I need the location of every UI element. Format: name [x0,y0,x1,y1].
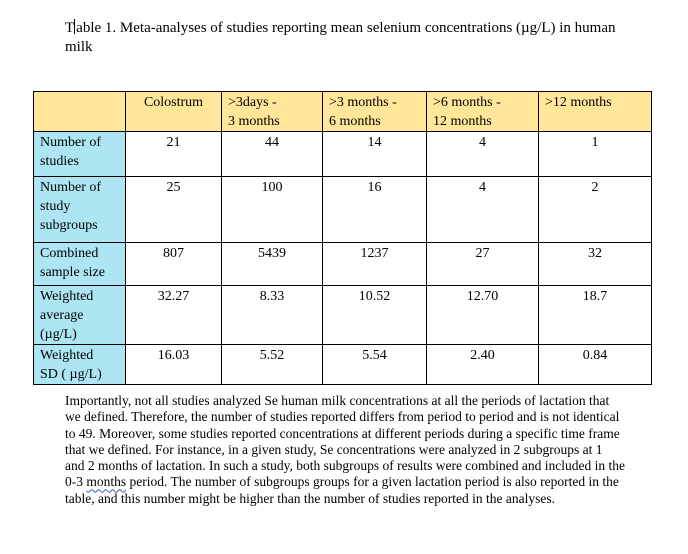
table-row [34,286,652,345]
table-cell: 32.27 [126,286,222,345]
table-cell: 4 [427,132,539,177]
table-cell: 1237 [323,243,427,286]
row-label-line: subgroups [40,218,98,233]
table-cell: 5439 [222,243,323,286]
column-header-line1: >6 months - [433,95,501,110]
table-cell: 32 [539,243,652,286]
row-label-line: Weighted [40,289,94,304]
row-label [34,177,126,243]
row-label-line: Number of [40,180,102,195]
column-header [323,92,427,132]
table-cell: 100 [222,177,323,243]
table-header-row [34,92,652,132]
table-cell: 4 [427,177,539,243]
table-cell: 18.7 [539,286,652,345]
selenium-meta-table [33,91,652,385]
column-header [539,92,652,132]
table-cell: 44 [222,132,323,177]
table-cell: 16 [323,177,427,243]
row-label-line: Number of [40,135,102,150]
row-label-line: sample size [40,265,105,280]
table-cell: 21 [126,132,222,177]
table-caption [65,19,625,57]
table-cell: 12.70 [427,286,539,345]
table-cell: 10.52 [323,286,427,345]
caption-first-char: T [65,20,75,36]
row-label-line: Weighted [40,348,94,363]
caption-text: able 1. Meta-analyses of studies reporting mean selenium concentrations (µg/L) in human milk [65,20,616,55]
table-row [34,132,652,177]
row-label-line: average [40,308,84,323]
column-header-line1: >12 months [545,95,612,110]
column-header-line1: Colostrum [143,95,204,110]
table-cell: 25 [126,177,222,243]
table-cell: 8.33 [222,286,323,345]
table-row [34,177,652,243]
row-label [34,286,126,345]
row-label-line: Combined [40,246,99,261]
column-header-line2: 12 months [433,114,492,129]
table-cell: 0.84 [539,345,652,385]
table-cell: 2 [539,177,652,243]
row-label-line: SD ( µg/L) [40,367,102,382]
table-cell: 27 [427,243,539,286]
column-header-line2: 6 months [329,114,381,129]
table-row [34,345,652,385]
column-header [126,92,222,132]
body-paragraph [65,393,625,507]
paragraph-text: Importantly, not all studies analyzed Se human milk concentrations at all the periods of lactation that we defined. Therefore, the number of studies reported differs from period to period and is not identical to 49. Moreover, some studies reported concentrations at different periods during a specific time frame that we defined. For instance, in a given study, Se concentrations were analyzed in 2 subgroups at 1 and 2 months of lactation. In such a study, both subgroups of results were combined and included in the 0-3 [65,393,626,490]
column-header-line1: >3 months - [329,95,397,110]
paragraph-text: period. The number of subgroups groups for a given lactation period is also reported in the table, and this number might be higher than the number of studies reported in the analyses. [65,474,619,506]
row-label [34,132,126,177]
row-label [34,243,126,286]
row-label-line: study [40,199,71,214]
table-cell: 1 [539,132,652,177]
header-corner-cell [34,92,126,132]
table-cell: 5.54 [323,345,427,385]
column-header-line2: 3 months [228,114,280,129]
table-cell: 5.52 [222,345,323,385]
row-label-line: (µg/L) [40,327,77,342]
column-header [222,92,323,132]
table-cell: 14 [323,132,427,177]
row-label-line: studies [40,154,79,169]
column-header-line1: >3days - [228,95,277,110]
column-header [427,92,539,132]
table-cell: 2.40 [427,345,539,385]
row-label [34,345,126,385]
table-cell: 807 [126,243,222,286]
table-row [34,243,652,286]
spellcheck-flagged-word[interactable]: months [86,474,127,490]
table-cell: 16.03 [126,345,222,385]
